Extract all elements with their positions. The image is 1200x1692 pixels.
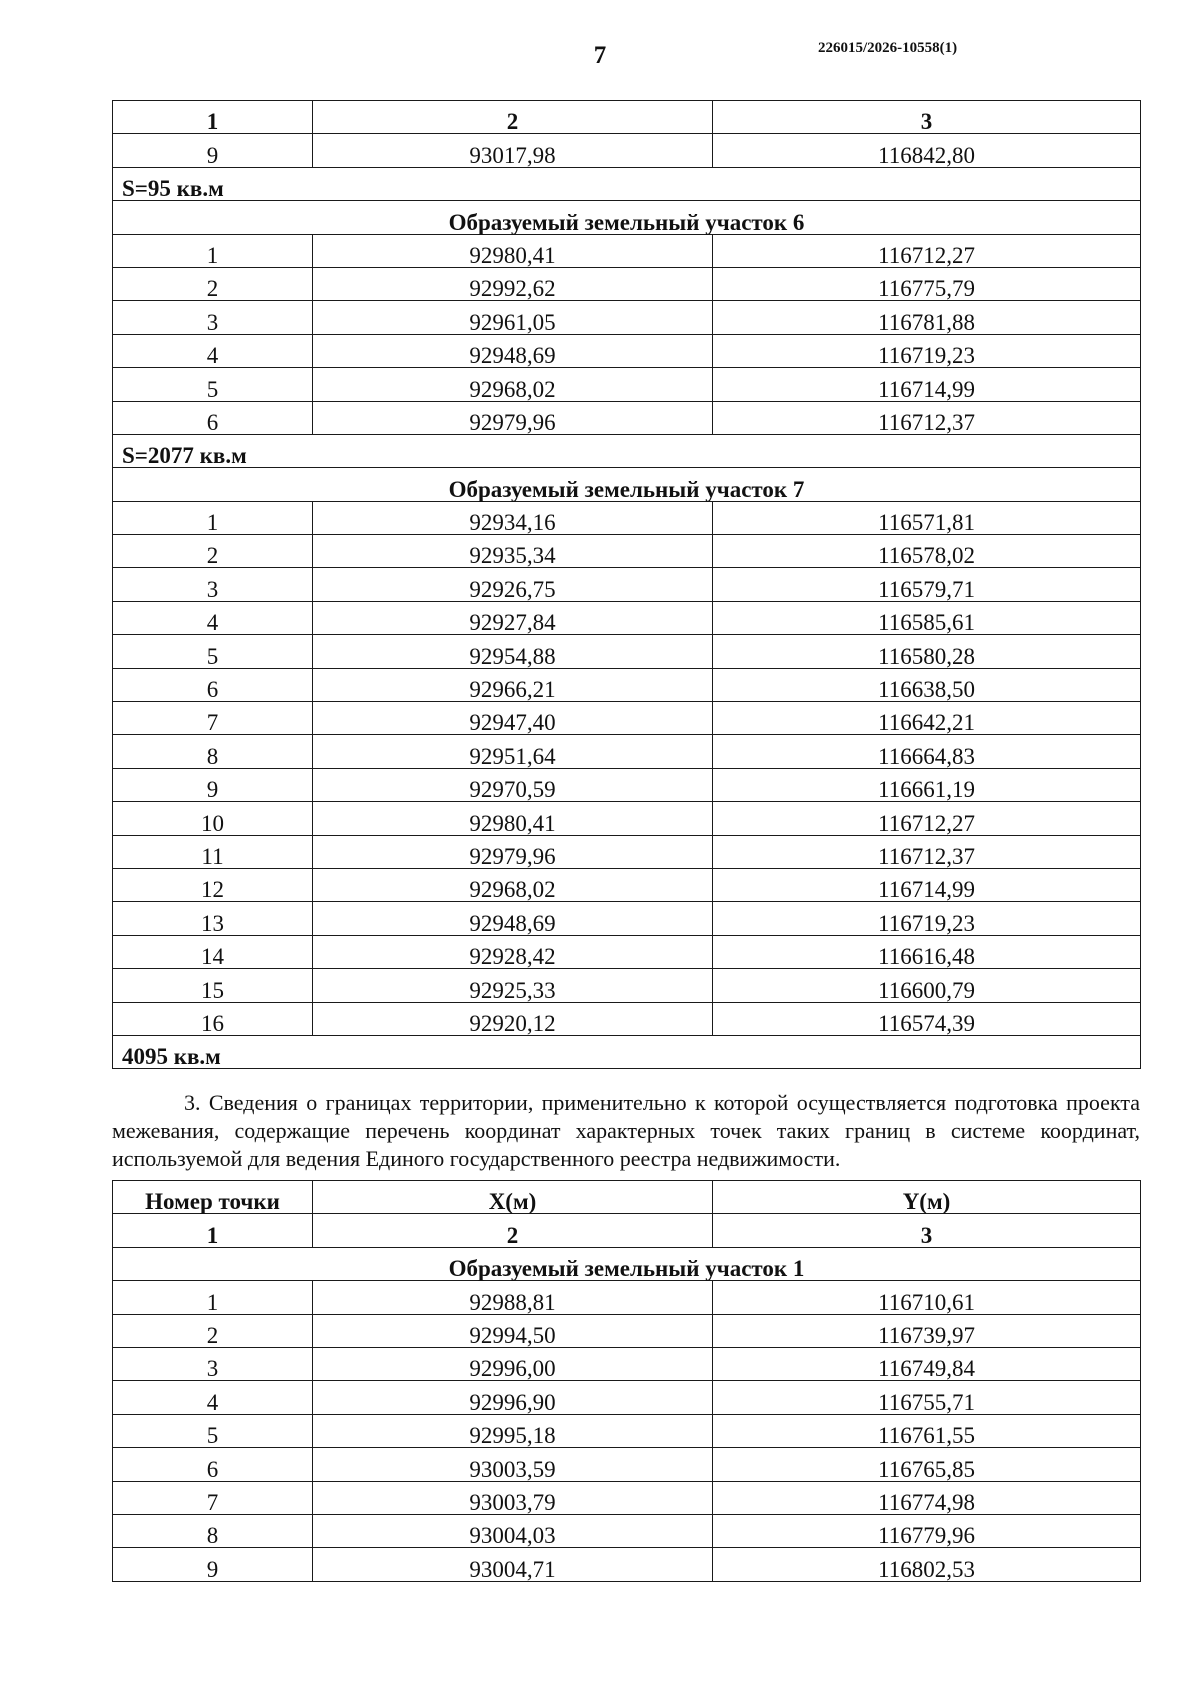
column-number: 1: [113, 1214, 313, 1247]
y-coordinate: 116765,85: [713, 1448, 1141, 1481]
coordinate-row: [113, 935, 1141, 968]
coordinates-table-body: [113, 101, 1141, 1069]
y-coordinate: 116714,99: [713, 368, 1141, 401]
y-coordinate: 116842,80: [713, 134, 1141, 167]
coordinate-row: [113, 668, 1141, 701]
header-x-coordinate: X(м): [313, 1181, 713, 1214]
coordinate-row: [113, 501, 1141, 534]
coordinate-row: [113, 1281, 1141, 1314]
y-coordinate: 116749,84: [713, 1347, 1141, 1380]
point-number: 4: [113, 601, 313, 634]
y-coordinate: 116719,23: [713, 902, 1141, 935]
x-coordinate: 92988,81: [313, 1281, 713, 1314]
column-number: 2: [313, 101, 713, 134]
coordinate-row: [113, 768, 1141, 801]
y-coordinate: 116579,71: [713, 568, 1141, 601]
point-number: 3: [113, 568, 313, 601]
x-coordinate: 92934,16: [313, 501, 713, 534]
y-coordinate: 116661,19: [713, 768, 1141, 801]
coordinate-row: [113, 301, 1141, 334]
area-value: S=95 кв.м: [113, 167, 1141, 200]
y-coordinate: 116571,81: [713, 501, 1141, 534]
y-coordinate: 116712,37: [713, 401, 1141, 434]
point-number: 2: [113, 267, 313, 300]
coordinate-row: [113, 702, 1141, 735]
point-number: 1: [113, 501, 313, 534]
table-header-row: [113, 1181, 1141, 1214]
y-coordinate: 116775,79: [713, 267, 1141, 300]
x-coordinate: 92979,96: [313, 835, 713, 868]
coordinate-row: [113, 802, 1141, 835]
x-coordinate: 92935,34: [313, 535, 713, 568]
x-coordinate: 92948,69: [313, 334, 713, 367]
coordinate-row: [113, 735, 1141, 768]
coordinate-row: [113, 334, 1141, 367]
point-number: 2: [113, 535, 313, 568]
page-number: 7: [593, 42, 607, 69]
x-coordinate: 92928,42: [313, 935, 713, 968]
section-title: Образуемый земельный участок 7: [113, 468, 1141, 501]
x-coordinate: 92966,21: [313, 668, 713, 701]
x-coordinate: 92996,00: [313, 1347, 713, 1380]
y-coordinate: 116774,98: [713, 1481, 1141, 1514]
coordinate-row: [113, 234, 1141, 267]
section-row: [113, 468, 1141, 501]
area-value: 4095 кв.м: [113, 1035, 1141, 1068]
point-number: 1: [113, 234, 313, 267]
point-number: 8: [113, 1514, 313, 1547]
point-number: 3: [113, 1347, 313, 1380]
y-coordinate: 116578,02: [713, 535, 1141, 568]
coordinate-row: [113, 969, 1141, 1002]
area-row: [113, 434, 1141, 467]
x-coordinate: 92968,02: [313, 868, 713, 901]
point-number: 8: [113, 735, 313, 768]
column-number: 1: [113, 101, 313, 134]
coordinate-row: [113, 1481, 1141, 1514]
x-coordinate: 92951,64: [313, 735, 713, 768]
section-row: [113, 1247, 1141, 1280]
x-coordinate: 92926,75: [313, 568, 713, 601]
coordinate-row: [113, 902, 1141, 935]
column-number-row: [113, 1214, 1141, 1247]
x-coordinate: 92980,41: [313, 802, 713, 835]
coordinate-row: [113, 568, 1141, 601]
coordinate-row: [113, 1381, 1141, 1414]
y-coordinate: 116712,37: [713, 835, 1141, 868]
area-row: [113, 167, 1141, 200]
y-coordinate: 116755,71: [713, 1381, 1141, 1414]
boundary-coordinates-table: [112, 1180, 1141, 1582]
section-3-paragraph: 3. Сведения о границах территории, применительно к которой осуществляется подготовка проекта межевания, содержащие перечень координат характерных точек таких границ в системе координат, используемой для ведения Единого государственного реестра недвижимости.: [112, 1090, 1140, 1171]
y-coordinate: 116779,96: [713, 1514, 1141, 1547]
x-coordinate: 92980,41: [313, 234, 713, 267]
x-coordinate: 93003,59: [313, 1448, 713, 1481]
x-coordinate: 92948,69: [313, 902, 713, 935]
coordinate-row: [113, 1414, 1141, 1447]
point-number: 9: [113, 134, 313, 167]
coordinate-row: [113, 1002, 1141, 1035]
coordinate-row: [113, 635, 1141, 668]
y-coordinate: 116802,53: [713, 1548, 1141, 1581]
x-coordinate: 92968,02: [313, 368, 713, 401]
document-code: 226015/2026-10558(1): [818, 40, 958, 56]
x-coordinate: 92979,96: [313, 401, 713, 434]
column-number-row: [113, 101, 1141, 134]
coordinate-row: [113, 1548, 1141, 1581]
coordinate-row: [113, 1514, 1141, 1547]
point-number: 15: [113, 969, 313, 1002]
y-coordinate: 116714,99: [713, 868, 1141, 901]
y-coordinate: 116642,21: [713, 702, 1141, 735]
coordinate-row: [113, 1314, 1141, 1347]
coordinate-row: [113, 1448, 1141, 1481]
column-number: 2: [313, 1214, 713, 1247]
coordinate-row: [113, 868, 1141, 901]
point-number: 7: [113, 1481, 313, 1514]
y-coordinate: 116761,55: [713, 1414, 1141, 1447]
y-coordinate: 116585,61: [713, 601, 1141, 634]
point-number: 9: [113, 1548, 313, 1581]
point-number: 2: [113, 1314, 313, 1347]
point-number: 12: [113, 868, 313, 901]
point-number: 16: [113, 1002, 313, 1035]
y-coordinate: 116638,50: [713, 668, 1141, 701]
x-coordinate: 92954,88: [313, 635, 713, 668]
y-coordinate: 116781,88: [713, 301, 1141, 334]
column-number: 3: [713, 1214, 1141, 1247]
y-coordinate: 116712,27: [713, 802, 1141, 835]
x-coordinate: 93017,98: [313, 134, 713, 167]
point-number: 13: [113, 902, 313, 935]
y-coordinate: 116600,79: [713, 969, 1141, 1002]
area-value: S=2077 кв.м: [113, 434, 1141, 467]
coordinate-row: [113, 535, 1141, 568]
x-coordinate: 92995,18: [313, 1414, 713, 1447]
coordinate-row: [113, 1347, 1141, 1380]
x-coordinate: 92920,12: [313, 1002, 713, 1035]
y-coordinate: 116664,83: [713, 735, 1141, 768]
point-number: 6: [113, 668, 313, 701]
coordinate-row: [113, 267, 1141, 300]
point-number: 3: [113, 301, 313, 334]
point-number: 4: [113, 334, 313, 367]
section-title: Образуемый земельный участок 1: [113, 1247, 1141, 1280]
y-coordinate: 116574,39: [713, 1002, 1141, 1035]
point-number: 5: [113, 368, 313, 401]
point-number: 5: [113, 635, 313, 668]
header-point-number: Номер точки: [113, 1181, 313, 1214]
point-number: 11: [113, 835, 313, 868]
header-y-coordinate: Y(м): [713, 1181, 1141, 1214]
x-coordinate: 92996,90: [313, 1381, 713, 1414]
y-coordinate: 116712,27: [713, 234, 1141, 267]
y-coordinate: 116719,23: [713, 334, 1141, 367]
x-coordinate: 93003,79: [313, 1481, 713, 1514]
coordinates-table-continued: [112, 100, 1141, 1069]
point-number: 14: [113, 935, 313, 968]
section-title: Образуемый земельный участок 6: [113, 201, 1141, 234]
x-coordinate: 92970,59: [313, 768, 713, 801]
x-coordinate: 93004,03: [313, 1514, 713, 1547]
point-number: 10: [113, 802, 313, 835]
x-coordinate: 92925,33: [313, 969, 713, 1002]
point-number: 6: [113, 401, 313, 434]
coordinates-table-body: [113, 1181, 1141, 1582]
coordinate-row: [113, 601, 1141, 634]
point-number: 6: [113, 1448, 313, 1481]
x-coordinate: 92927,84: [313, 601, 713, 634]
x-coordinate: 92992,62: [313, 267, 713, 300]
coordinate-row: [113, 134, 1141, 167]
point-number: 9: [113, 768, 313, 801]
x-coordinate: 92961,05: [313, 301, 713, 334]
y-coordinate: 116710,61: [713, 1281, 1141, 1314]
section-row: [113, 201, 1141, 234]
y-coordinate: 116580,28: [713, 635, 1141, 668]
column-number: 3: [713, 101, 1141, 134]
point-number: 5: [113, 1414, 313, 1447]
y-coordinate: 116739,97: [713, 1314, 1141, 1347]
point-number: 1: [113, 1281, 313, 1314]
area-row: [113, 1035, 1141, 1068]
x-coordinate: 92994,50: [313, 1314, 713, 1347]
point-number: 7: [113, 702, 313, 735]
coordinate-row: [113, 835, 1141, 868]
x-coordinate: 93004,71: [313, 1548, 713, 1581]
coordinate-row: [113, 368, 1141, 401]
point-number: 4: [113, 1381, 313, 1414]
y-coordinate: 116616,48: [713, 935, 1141, 968]
coordinate-row: [113, 401, 1141, 434]
x-coordinate: 92947,40: [313, 702, 713, 735]
